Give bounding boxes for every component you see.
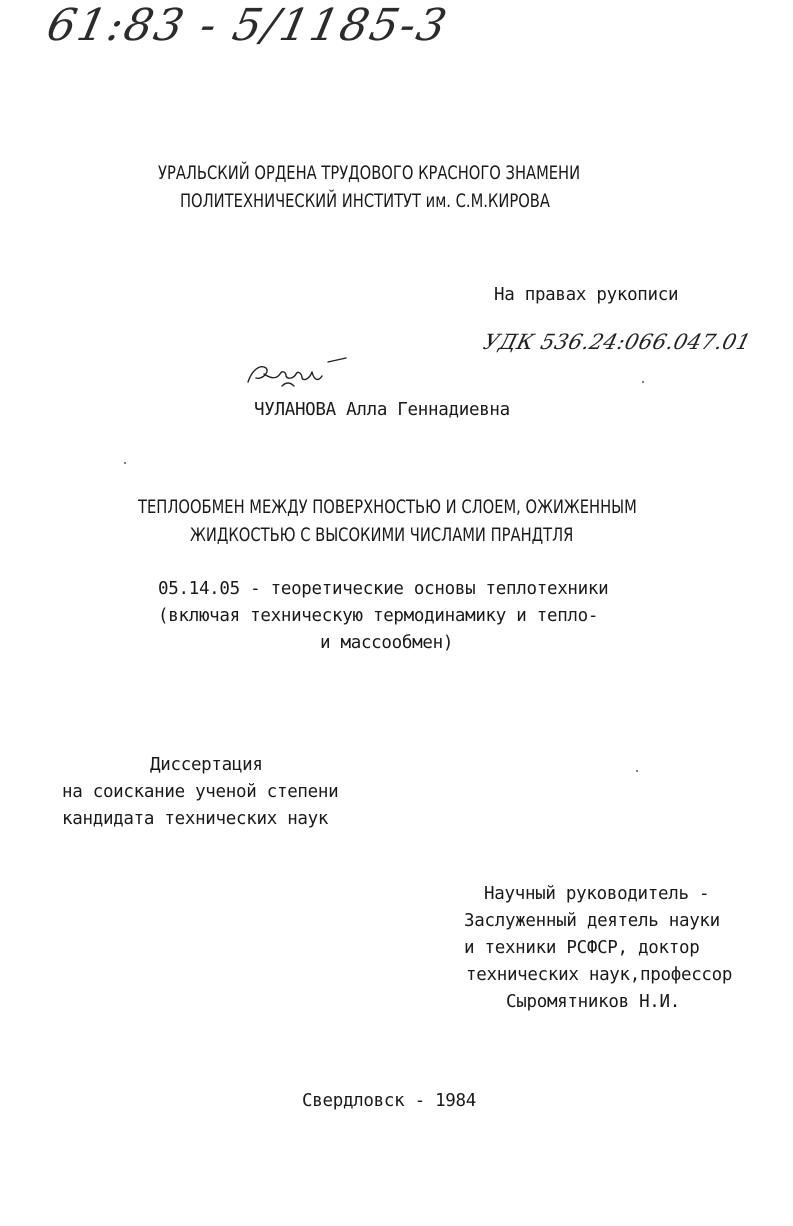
manuscript-rights: На правах рукописи bbox=[494, 285, 679, 305]
udk-code-handwritten: УДК 536.24:066.047.01 bbox=[481, 330, 754, 354]
supervisor-line-2: Заслуженный деятель науки bbox=[464, 911, 720, 931]
specialty-line-3: и массообмен) bbox=[320, 633, 454, 653]
paper-speck bbox=[636, 770, 638, 772]
specialty-line-1: 05.14.05 - теоретические основы теплотехники bbox=[158, 579, 609, 599]
degree-line-1: Диссертация bbox=[150, 755, 263, 775]
archive-mark-handwritten: 61:83 - 5/1185-3 bbox=[42, 0, 453, 51]
signature-icon bbox=[242, 356, 352, 392]
supervisor-line-4: технических наук,профессор bbox=[466, 965, 733, 985]
degree-line-2: на соискание ученой степени bbox=[62, 782, 339, 802]
paper-speck bbox=[642, 381, 644, 383]
supervisor-line-3: и техники РСФСР, доктор bbox=[464, 938, 700, 958]
degree-line-3: кандидата технических наук bbox=[62, 809, 329, 829]
author-name: ЧУЛАНОВА Алла Геннадиевна bbox=[254, 400, 510, 420]
supervisor-line-1: Научный руководитель - bbox=[484, 884, 710, 904]
institution-line-2: ПОЛИТЕХНИЧЕСКИЙ ИНСТИТУТ им. С.М.КИРОВА bbox=[180, 190, 550, 212]
specialty-line-2: (включая техническую термодинамику и тепло- bbox=[158, 606, 599, 626]
institution-line-1: УРАЛЬСКИЙ ОРДЕНА ТРУДОВОГО КРАСНОГО ЗНАМЕНИ bbox=[158, 162, 581, 184]
thesis-title-line-1: ТЕПЛООБМЕН МЕЖДУ ПОВЕРХНОСТЬЮ И СЛОЕМ, ОЖИЖЕННЫМ bbox=[138, 496, 637, 518]
supervisor-name: Сыромятников Н.И. bbox=[506, 992, 681, 1012]
thesis-title-line-2: ЖИДКОСТЬЮ С ВЫСОКИМИ ЧИСЛАМИ ПРАНДТЛЯ bbox=[190, 524, 574, 546]
paper-speck bbox=[124, 462, 126, 464]
place-and-year: Свердловск - 1984 bbox=[302, 1091, 477, 1111]
